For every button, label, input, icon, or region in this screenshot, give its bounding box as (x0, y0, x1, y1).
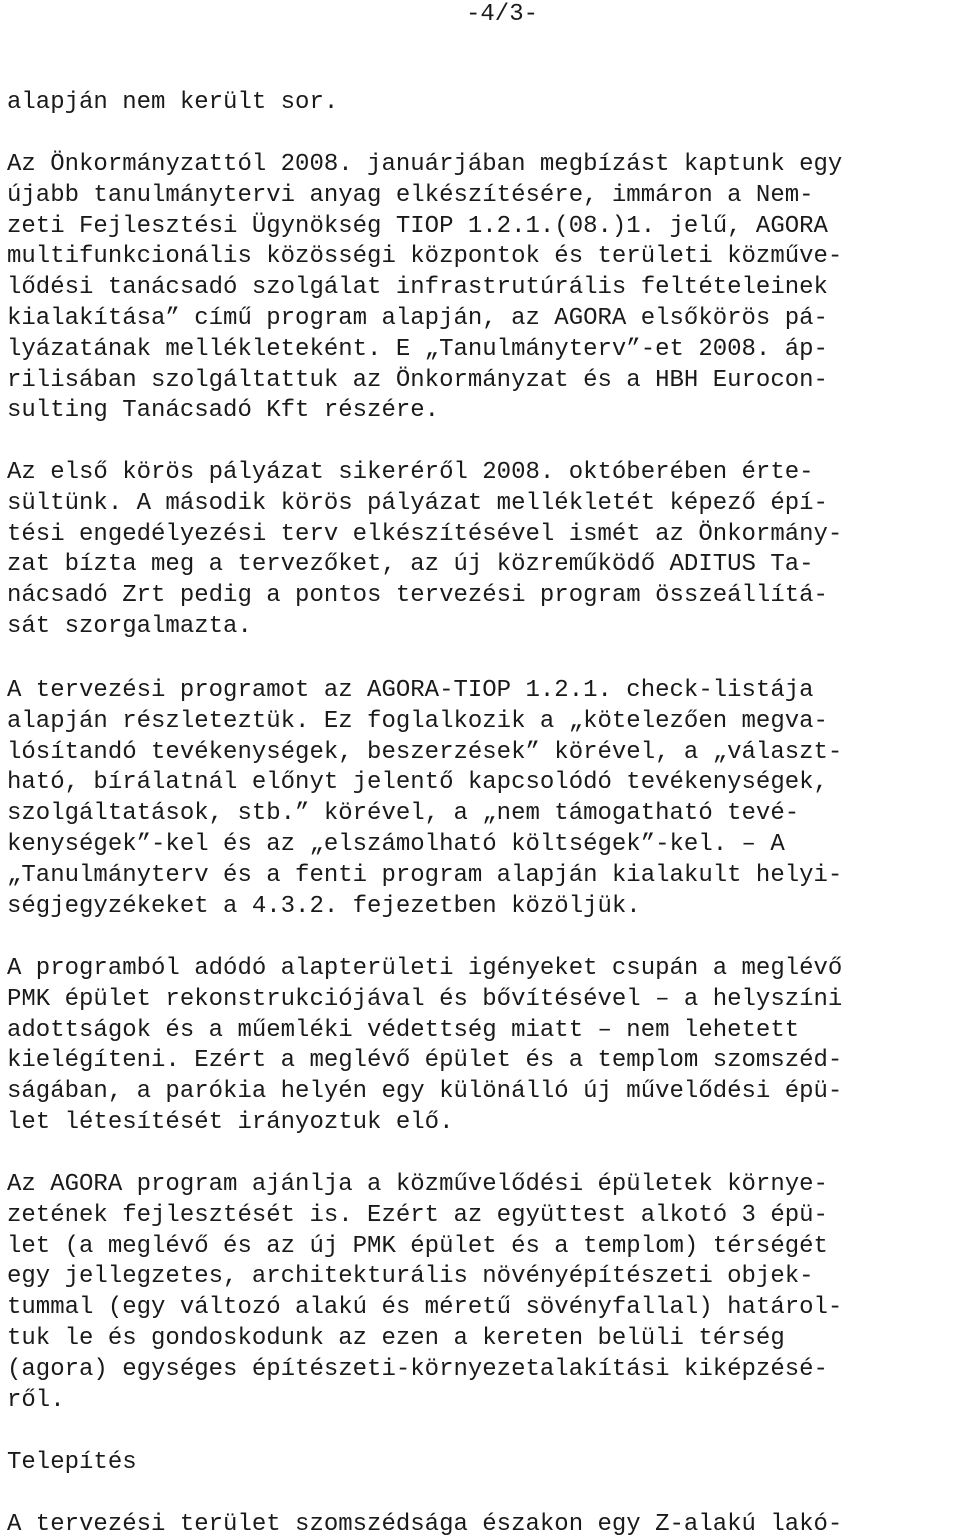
text-line: ről. (7, 1386, 65, 1414)
page-number: -4/3- (466, 1, 539, 28)
text-line: Az első körös pályázat sikeréről 2008. októberében érte- (7, 459, 814, 486)
text-line: ságában, a parókia helyén egy különálló új művelődési épü- (7, 1078, 843, 1106)
text-line: sulting Tanácsadó Kft részére. (7, 397, 440, 425)
text-line: lődési tanácsadó szolgálat infrastrutúrális feltételeinek (7, 274, 828, 302)
text-line: „Tanulmányterv és a fenti program alapján kialakult helyi- (7, 861, 843, 889)
text-line: Az Önkormányzattól 2008. januárjában megbízást kaptunk egy (7, 151, 843, 178)
text-line: Az AGORA program ajánlja a közművelődési épületek környe- (7, 1171, 828, 1198)
text-line: szolgáltatások, stb.” körével, a „nem támogatható tevé- (7, 800, 800, 828)
text-line: sát szorgalmazta. (7, 613, 252, 640)
text-line: (agora) egységes építészeti-környezetalakítási kiképzésé- (7, 1355, 828, 1383)
text-line: egy jellegzetes, architekturális növényépítészeti objek- (7, 1263, 814, 1291)
text-line: kenységek”-kel és az „elszámolható költségek”-kel. – A (7, 831, 785, 858)
text-line: PMK épület rekonstrukciójával és bővítésével – a helyszíni (7, 985, 843, 1013)
text-line: lyázatának mellékleteként. E „Tanulmányterv”-et 2008. áp- (7, 335, 828, 363)
text-line: A programból adódó alapterületi igényeket csupán a meglévő (7, 955, 843, 982)
text-line: let létesítését irányoztuk elő. (7, 1109, 454, 1136)
text-line: A tervezési terület szomszédsága északon egy Z-alakú lakó- (7, 1511, 843, 1538)
text-line: újabb tanulmánytervi anyag elkészítésére, immáron a Nem- (7, 181, 814, 209)
text-line: ségjegyzékeket a 4.3.2. fejezetben közöljük. (7, 892, 641, 920)
text-line: nácsadó Zrt pedig a pontos tervezési program összeállítá- (7, 582, 828, 610)
text-line: A tervezési programot az AGORA-TIOP 1.2.1. check-listája (7, 677, 814, 704)
text-line: rilisában szolgáltattuk az Önkormányzat és a HBH Eurocon- (7, 366, 828, 394)
text-line: adottságok és a műemléki védettség miatt – nem lehetett (7, 1016, 800, 1044)
text-line: zeti Fejlesztési Ügynökség TIOP 1.2.1.(08.)1. jelű, AGORA (7, 212, 828, 240)
text-line: Telepítés (7, 1449, 137, 1476)
text-line: zetének fejlesztését is. Ezért az együttest alkotó 3 épü- (7, 1201, 828, 1229)
text-line: kielégíteni. Ezért a meglévő épület és a templom szomszéd- (7, 1047, 843, 1075)
text-line: kialakítása” című program alapján, az AGORA elsőkörös pá- (7, 305, 828, 332)
text-line: tuk le és gondoskodunk az ezen a kereten belüli térség (7, 1325, 785, 1352)
text-line: tummal (egy változó alakú és méretű sövényfallal) határol- (7, 1294, 843, 1322)
text-line: alapján részleteztük. Ez foglalkozik a „kötelezően megva- (7, 707, 828, 735)
text-line: let (a meglévő és az új PMK épület és a templom) térségét (7, 1232, 828, 1260)
text-line: multifunkcionális közösségi központok és területi közműve- (7, 243, 843, 271)
text-line: alapján nem került sor. (7, 89, 339, 116)
text-line: tési engedélyezési terv elkészítésével ismét az Önkormány- (7, 520, 843, 548)
text-line: sültünk. A második körös pályázat mellékletét képező épí- (7, 489, 828, 517)
text-line: ható, bírálatnál előnyt jelentő kapcsolódó tevékenységek, (7, 769, 828, 797)
text-line: zat bízta meg a tervezőket, az új közreműködő ADITUS Ta- (7, 551, 814, 579)
text-line: lósítandó tevékenységek, beszerzések” körével, a „választ- (7, 738, 843, 766)
